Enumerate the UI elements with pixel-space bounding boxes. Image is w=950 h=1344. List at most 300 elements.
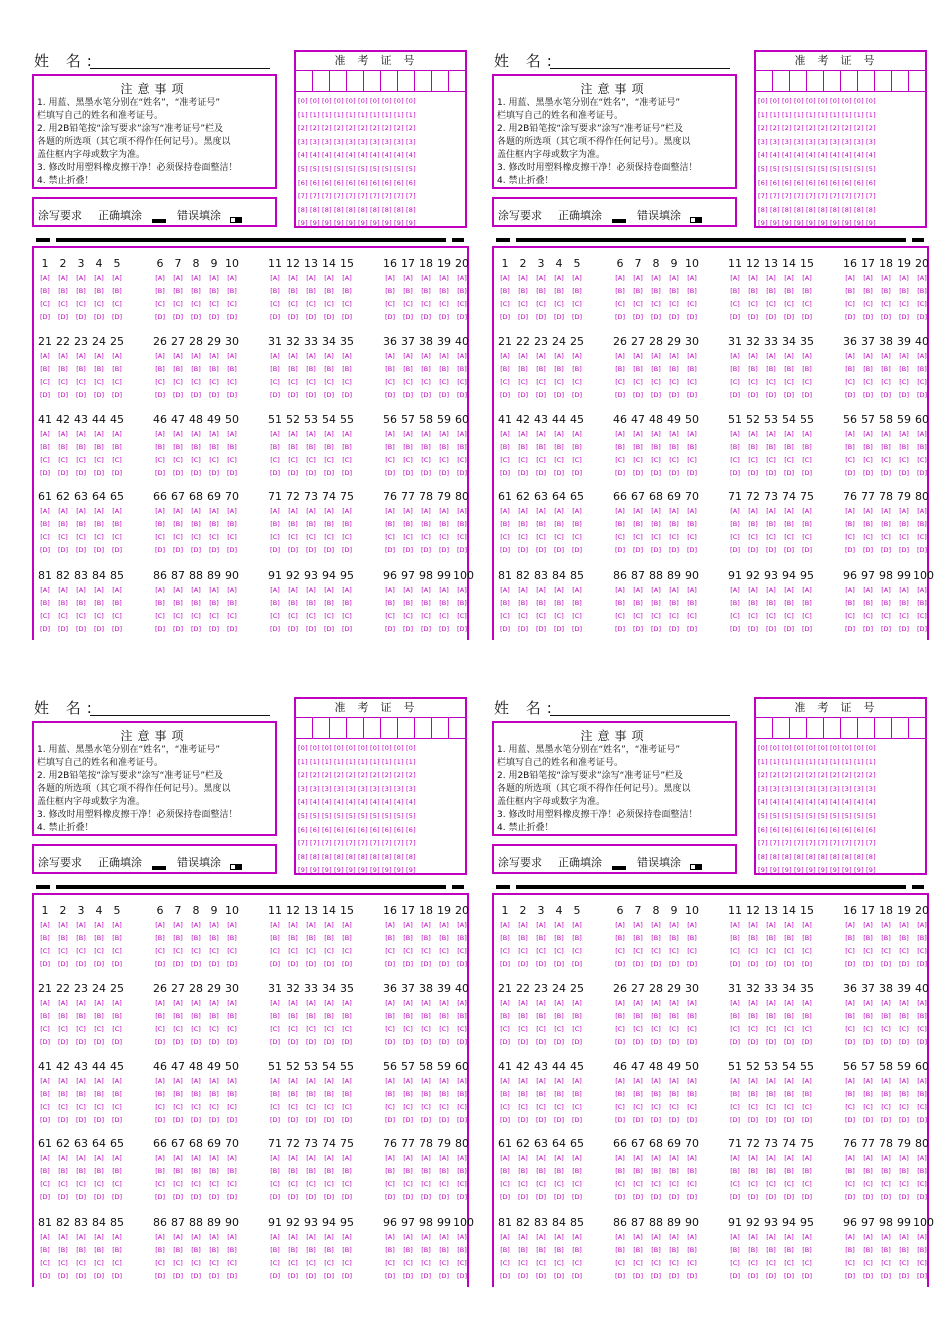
answer-bubble[interactable]: [D] (801, 1272, 813, 1280)
answer-bubble[interactable]: [A] (270, 274, 280, 282)
exam-id-bubble[interactable]: [2] (346, 771, 356, 780)
answer-bubble[interactable]: [B] (58, 287, 68, 295)
answer-bubble[interactable]: [B] (439, 1012, 449, 1020)
answer-bubble[interactable]: [C] (209, 612, 219, 620)
answer-bubble[interactable]: [D] (650, 1116, 662, 1124)
answer-bubble[interactable]: [C] (342, 1259, 352, 1267)
answer-bubble[interactable]: [C] (421, 1103, 431, 1111)
answer-bubble[interactable]: [B] (306, 934, 316, 942)
answer-bubble[interactable]: [A] (58, 1077, 68, 1085)
answer-bubble[interactable]: [C] (881, 612, 891, 620)
answer-bubble[interactable]: [D] (632, 469, 644, 477)
answer-bubble[interactable]: [D] (154, 546, 166, 554)
answer-bubble[interactable]: [C] (633, 300, 643, 308)
answer-bubble[interactable]: [B] (633, 599, 643, 607)
answer-bubble[interactable]: [B] (306, 520, 316, 528)
exam-id-cell[interactable] (824, 71, 841, 91)
answer-bubble[interactable]: [B] (554, 287, 564, 295)
answer-bubble[interactable]: [C] (500, 456, 510, 464)
answer-bubble[interactable]: [B] (784, 443, 794, 451)
answer-bubble[interactable]: [C] (155, 1103, 165, 1111)
answer-bubble[interactable]: [A] (306, 999, 316, 1007)
answer-bubble[interactable]: [D] (553, 546, 565, 554)
answer-bubble[interactable]: [B] (651, 365, 661, 373)
exam-id-bubble[interactable]: [8] (806, 852, 816, 861)
answer-bubble[interactable]: [C] (881, 456, 891, 464)
answer-bubble[interactable]: [D] (729, 1038, 741, 1046)
answer-bubble[interactable]: [C] (227, 1180, 237, 1188)
exam-id-bubble[interactable]: [8] (770, 205, 780, 214)
answer-bubble[interactable]: [D] (57, 1116, 69, 1124)
answer-bubble[interactable]: [B] (209, 934, 219, 942)
exam-id-bubble[interactable]: [9] (346, 866, 356, 875)
answer-bubble[interactable]: [D] (269, 546, 281, 554)
answer-bubble[interactable]: [D] (783, 1193, 795, 1201)
answer-bubble[interactable]: [A] (633, 921, 643, 929)
answer-bubble[interactable]: [D] (75, 313, 87, 321)
answer-bubble[interactable]: [B] (500, 934, 510, 942)
answer-bubble[interactable]: [D] (862, 1272, 874, 1280)
answer-bubble[interactable]: [D] (172, 1272, 184, 1280)
answer-bubble[interactable]: [B] (500, 1012, 510, 1020)
answer-bubble[interactable]: [D] (499, 313, 511, 321)
answer-bubble[interactable]: [C] (500, 533, 510, 541)
exam-id-bubble[interactable]: [7] (382, 192, 392, 201)
answer-bubble[interactable]: [C] (845, 300, 855, 308)
answer-bubble[interactable]: [B] (342, 1090, 352, 1098)
answer-bubble[interactable]: [D] (287, 1193, 299, 1201)
exam-id-bubble[interactable]: [7] (830, 839, 840, 848)
answer-bubble[interactable]: [C] (227, 1025, 237, 1033)
answer-bubble[interactable]: [D] (801, 1116, 813, 1124)
answer-bubble[interactable]: [A] (748, 352, 758, 360)
exam-id-bubble[interactable]: [5] (406, 164, 416, 173)
answer-bubble[interactable]: [B] (615, 287, 625, 295)
answer-bubble[interactable]: [C] (324, 456, 334, 464)
answer-bubble[interactable]: [D] (111, 546, 123, 554)
answer-bubble[interactable]: [A] (845, 1077, 855, 1085)
exam-id-bubble[interactable]: [3] (370, 137, 380, 146)
answer-bubble[interactable]: [A] (651, 507, 661, 515)
exam-id-bubble[interactable]: [2] (370, 771, 380, 780)
answer-bubble[interactable]: [C] (572, 947, 582, 955)
answer-bubble[interactable]: [A] (457, 586, 467, 594)
exam-id-cell[interactable] (449, 71, 465, 91)
answer-bubble[interactable]: [D] (57, 546, 69, 554)
exam-id-bubble[interactable]: [2] (782, 124, 792, 133)
answer-bubble[interactable]: [A] (191, 1154, 201, 1162)
exam-id-bubble[interactable]: [6] (382, 825, 392, 834)
answer-bubble[interactable]: [C] (518, 533, 528, 541)
exam-id-cell[interactable] (398, 71, 415, 91)
answer-bubble[interactable]: [B] (748, 1167, 758, 1175)
exam-id-bubble[interactable]: [7] (322, 839, 332, 848)
answer-bubble[interactable]: [A] (385, 274, 395, 282)
answer-bubble[interactable]: [A] (802, 274, 812, 282)
exam-id-bubble[interactable]: [2] (782, 771, 792, 780)
answer-bubble[interactable]: [C] (112, 1103, 122, 1111)
answer-bubble[interactable]: [D] (668, 625, 680, 633)
answer-bubble[interactable]: [D] (305, 469, 317, 477)
answer-bubble[interactable]: [A] (536, 1154, 546, 1162)
answer-bubble[interactable]: [B] (748, 1090, 758, 1098)
answer-bubble[interactable]: [B] (324, 1012, 334, 1020)
answer-bubble[interactable]: [A] (191, 1233, 201, 1241)
answer-bubble[interactable]: [A] (687, 507, 697, 515)
exam-id-bubble[interactable]: [4] (782, 151, 792, 160)
exam-id-bubble[interactable]: [0] (310, 97, 320, 105)
answer-bubble[interactable]: [B] (457, 1246, 467, 1254)
exam-id-bubble[interactable]: [2] (842, 124, 852, 133)
answer-bubble[interactable]: [D] (39, 1193, 51, 1201)
answer-bubble[interactable]: [B] (554, 1167, 564, 1175)
answer-bubble[interactable]: [D] (172, 391, 184, 399)
answer-bubble[interactable]: [D] (535, 625, 547, 633)
exam-id-bubble[interactable]: [9] (394, 219, 404, 228)
answer-bubble[interactable]: [C] (227, 300, 237, 308)
answer-bubble[interactable]: [B] (554, 934, 564, 942)
answer-bubble[interactable]: [D] (765, 960, 777, 968)
answer-bubble[interactable]: [B] (784, 1090, 794, 1098)
answer-bubble[interactable]: [B] (342, 520, 352, 528)
answer-bubble[interactable]: [A] (572, 507, 582, 515)
answer-bubble[interactable]: [C] (227, 612, 237, 620)
answer-bubble[interactable]: [A] (802, 430, 812, 438)
answer-bubble[interactable]: [C] (155, 1025, 165, 1033)
answer-bubble[interactable]: [D] (420, 469, 432, 477)
answer-bubble[interactable]: [A] (385, 999, 395, 1007)
answer-bubble[interactable]: [D] (420, 1116, 432, 1124)
answer-bubble[interactable]: [B] (518, 287, 528, 295)
answer-bubble[interactable]: [A] (863, 352, 873, 360)
answer-bubble[interactable]: [A] (40, 1154, 50, 1162)
exam-id-bubble[interactable]: [8] (406, 852, 416, 861)
exam-id-bubble[interactable]: [3] (770, 784, 780, 793)
answer-bubble[interactable]: [C] (766, 456, 776, 464)
answer-bubble[interactable]: [D] (402, 1193, 414, 1201)
answer-bubble[interactable]: [B] (518, 365, 528, 373)
answer-bubble[interactable]: [D] (729, 391, 741, 399)
answer-bubble[interactable]: [A] (784, 586, 794, 594)
answer-bubble[interactable]: [D] (269, 1193, 281, 1201)
answer-bubble[interactable]: [D] (269, 1116, 281, 1124)
answer-bubble[interactable]: [A] (500, 507, 510, 515)
answer-bubble[interactable]: [A] (342, 1154, 352, 1162)
answer-bubble[interactable]: [D] (686, 313, 698, 321)
answer-bubble[interactable]: [A] (288, 352, 298, 360)
exam-id-bubble[interactable]: [7] (298, 192, 308, 201)
exam-id-bubble[interactable]: [4] (770, 798, 780, 807)
answer-bubble[interactable]: [B] (536, 365, 546, 373)
name-field[interactable] (90, 68, 270, 69)
answer-bubble[interactable]: [B] (94, 1167, 104, 1175)
exam-id-bubble[interactable]: [6] (334, 178, 344, 187)
exam-id-bubble[interactable]: [3] (866, 137, 876, 146)
answer-bubble[interactable]: [B] (572, 1090, 582, 1098)
answer-bubble[interactable]: [B] (439, 287, 449, 295)
answer-bubble[interactable]: [C] (536, 1025, 546, 1033)
answer-bubble[interactable]: [A] (917, 921, 927, 929)
answer-bubble[interactable]: [B] (748, 365, 758, 373)
exam-id-cell[interactable] (756, 71, 773, 91)
exam-id-bubble[interactable]: [3] (382, 137, 392, 146)
exam-id-bubble[interactable]: [2] (322, 771, 332, 780)
answer-bubble[interactable]: [C] (917, 947, 927, 955)
answer-bubble[interactable]: [B] (554, 1090, 564, 1098)
exam-id-bubble[interactable]: [3] (794, 137, 804, 146)
answer-bubble[interactable]: [C] (342, 1103, 352, 1111)
exam-id-bubble[interactable]: [7] (298, 839, 308, 848)
answer-bubble[interactable]: [B] (687, 1167, 697, 1175)
exam-id-bubble[interactable]: [9] (394, 866, 404, 875)
answer-bubble[interactable]: [B] (403, 365, 413, 373)
answer-bubble[interactable]: [B] (863, 1246, 873, 1254)
answer-bubble[interactable]: [D] (287, 1038, 299, 1046)
answer-bubble[interactable]: [C] (536, 1180, 546, 1188)
answer-bubble[interactable]: [A] (76, 507, 86, 515)
answer-bubble[interactable]: [D] (686, 1272, 698, 1280)
answer-bubble[interactable]: [C] (802, 1180, 812, 1188)
answer-bubble[interactable]: [A] (439, 999, 449, 1007)
answer-bubble[interactable]: [B] (403, 599, 413, 607)
answer-bubble[interactable]: [A] (155, 586, 165, 594)
answer-bubble[interactable]: [D] (747, 1272, 759, 1280)
answer-bubble[interactable]: [C] (227, 533, 237, 541)
answer-bubble[interactable]: [D] (499, 625, 511, 633)
answer-bubble[interactable]: [C] (651, 533, 661, 541)
answer-bubble[interactable]: [A] (572, 1077, 582, 1085)
answer-bubble[interactable]: [D] (916, 1272, 928, 1280)
exam-id-bubble[interactable]: [9] (854, 866, 864, 875)
answer-bubble[interactable]: [D] (880, 1193, 892, 1201)
answer-bubble[interactable]: [B] (730, 1167, 740, 1175)
answer-bubble[interactable]: [D] (226, 1272, 238, 1280)
answer-bubble[interactable]: [D] (287, 546, 299, 554)
exam-id-bubble[interactable]: [6] (370, 825, 380, 834)
answer-bubble[interactable]: [C] (76, 947, 86, 955)
exam-id-bubble[interactable]: [8] (854, 852, 864, 861)
answer-bubble[interactable]: [C] (94, 1259, 104, 1267)
exam-id-cell[interactable] (875, 71, 892, 91)
answer-bubble[interactable]: [B] (917, 1090, 927, 1098)
answer-bubble[interactable]: [B] (802, 934, 812, 942)
answer-bubble[interactable]: [C] (403, 1025, 413, 1033)
exam-id-bubble[interactable]: [8] (298, 205, 308, 214)
answer-bubble[interactable]: [B] (439, 365, 449, 373)
answer-bubble[interactable]: [B] (687, 520, 697, 528)
answer-bubble[interactable]: [D] (844, 313, 856, 321)
answer-bubble[interactable]: [D] (862, 391, 874, 399)
answer-bubble[interactable]: [A] (881, 1077, 891, 1085)
answer-bubble[interactable]: [C] (730, 947, 740, 955)
answer-bubble[interactable]: [A] (917, 1154, 927, 1162)
answer-bubble[interactable]: [D] (208, 625, 220, 633)
answer-bubble[interactable]: [D] (916, 546, 928, 554)
answer-bubble[interactable]: [C] (58, 300, 68, 308)
answer-bubble[interactable]: [B] (863, 1090, 873, 1098)
answer-bubble[interactable]: [A] (270, 586, 280, 594)
answer-bubble[interactable]: [C] (209, 947, 219, 955)
exam-id-bubble[interactable]: [1] (298, 110, 308, 119)
answer-bubble[interactable]: [C] (784, 1025, 794, 1033)
answer-bubble[interactable]: [C] (554, 533, 564, 541)
exam-id-bubble[interactable]: [5] (382, 811, 392, 820)
answer-bubble[interactable]: [D] (898, 625, 910, 633)
answer-bubble[interactable]: [A] (784, 1077, 794, 1085)
answer-bubble[interactable]: [A] (40, 430, 50, 438)
answer-bubble[interactable]: [A] (421, 1233, 431, 1241)
answer-bubble[interactable]: [A] (191, 430, 201, 438)
answer-bubble[interactable]: [B] (342, 1167, 352, 1175)
answer-bubble[interactable]: [C] (687, 456, 697, 464)
answer-bubble[interactable]: [B] (421, 1167, 431, 1175)
answer-bubble[interactable]: [A] (917, 352, 927, 360)
exam-id-bubble[interactable]: [3] (406, 137, 416, 146)
answer-bubble[interactable]: [D] (517, 546, 529, 554)
answer-bubble[interactable]: [A] (500, 274, 510, 282)
answer-bubble[interactable]: [C] (439, 378, 449, 386)
exam-id-bubble[interactable]: [8] (334, 205, 344, 214)
answer-bubble[interactable]: [D] (287, 1116, 299, 1124)
answer-bubble[interactable]: [C] (342, 947, 352, 955)
answer-bubble[interactable]: [C] (191, 456, 201, 464)
answer-bubble[interactable]: [A] (191, 999, 201, 1007)
exam-id-bubble[interactable]: [6] (394, 825, 404, 834)
answer-bubble[interactable]: [D] (305, 546, 317, 554)
exam-id-bubble[interactable]: [0] (794, 744, 804, 752)
answer-bubble[interactable]: [B] (421, 365, 431, 373)
exam-id-bubble[interactable]: [4] (830, 151, 840, 160)
answer-bubble[interactable]: [B] (209, 1090, 219, 1098)
exam-id-bubble[interactable]: [7] (866, 839, 876, 848)
exam-id-bubble[interactable]: [5] (866, 811, 876, 820)
answer-bubble[interactable]: [C] (191, 533, 201, 541)
exam-id-bubble[interactable]: [3] (866, 784, 876, 793)
answer-bubble[interactable]: [C] (421, 300, 431, 308)
answer-bubble[interactable]: [C] (40, 1180, 50, 1188)
answer-bubble[interactable]: [C] (439, 1180, 449, 1188)
answer-bubble[interactable]: [A] (209, 1233, 219, 1241)
exam-id-bubble[interactable]: [6] (310, 825, 320, 834)
exam-id-bubble[interactable]: [5] (758, 811, 768, 820)
answer-bubble[interactable]: [B] (209, 443, 219, 451)
exam-id-bubble[interactable]: [1] (370, 110, 380, 119)
answer-bubble[interactable]: [A] (730, 999, 740, 1007)
answer-bubble[interactable]: [B] (324, 1167, 334, 1175)
answer-bubble[interactable]: [B] (227, 599, 237, 607)
answer-bubble[interactable]: [B] (615, 1090, 625, 1098)
answer-bubble[interactable]: [B] (421, 1246, 431, 1254)
answer-bubble[interactable]: [C] (917, 533, 927, 541)
answer-bubble[interactable]: [D] (341, 313, 353, 321)
answer-bubble[interactable]: [A] (94, 999, 104, 1007)
exam-id-bubble[interactable]: [5] (758, 164, 768, 173)
answer-bubble[interactable]: [A] (209, 921, 219, 929)
answer-bubble[interactable]: [B] (270, 934, 280, 942)
answer-bubble[interactable]: [B] (554, 365, 564, 373)
exam-id-cell[interactable] (858, 71, 875, 91)
answer-bubble[interactable]: [D] (93, 546, 105, 554)
exam-id-bubble[interactable]: [2] (842, 771, 852, 780)
answer-bubble[interactable]: [B] (554, 520, 564, 528)
answer-bubble[interactable]: [B] (155, 443, 165, 451)
exam-id-bubble[interactable]: [5] (770, 164, 780, 173)
answer-bubble[interactable]: [D] (553, 1193, 565, 1201)
answer-bubble[interactable]: [A] (687, 1154, 697, 1162)
answer-bubble[interactable]: [B] (730, 443, 740, 451)
answer-bubble[interactable]: [B] (518, 520, 528, 528)
answer-bubble[interactable]: [A] (288, 921, 298, 929)
answer-bubble[interactable]: [A] (421, 507, 431, 515)
answer-bubble[interactable]: [C] (572, 612, 582, 620)
answer-bubble[interactable]: [A] (784, 352, 794, 360)
exam-id-bubble[interactable]: [7] (842, 192, 852, 201)
answer-bubble[interactable]: [A] (899, 274, 909, 282)
answer-bubble[interactable]: [B] (687, 1246, 697, 1254)
answer-bubble[interactable]: [C] (112, 612, 122, 620)
exam-id-bubble[interactable]: [2] (358, 771, 368, 780)
answer-bubble[interactable]: [C] (687, 1025, 697, 1033)
answer-bubble[interactable]: [B] (457, 520, 467, 528)
answer-bubble[interactable]: [B] (572, 1246, 582, 1254)
answer-bubble[interactable]: [B] (633, 1167, 643, 1175)
answer-bubble[interactable]: [B] (748, 1246, 758, 1254)
answer-bubble[interactable]: [A] (802, 586, 812, 594)
exam-id-bubble[interactable]: [9] (298, 866, 308, 875)
answer-bubble[interactable]: [C] (324, 612, 334, 620)
answer-bubble[interactable]: [B] (633, 443, 643, 451)
answer-bubble[interactable]: [C] (227, 1103, 237, 1111)
answer-bubble[interactable]: [B] (766, 520, 776, 528)
exam-id-bubble[interactable]: [1] (758, 110, 768, 119)
answer-bubble[interactable]: [A] (784, 430, 794, 438)
answer-bubble[interactable]: [B] (112, 1090, 122, 1098)
exam-id-bubble[interactable]: [7] (854, 839, 864, 848)
answer-bubble[interactable]: [A] (669, 586, 679, 594)
exam-id-bubble[interactable]: [9] (406, 219, 416, 228)
exam-id-bubble[interactable]: [5] (358, 164, 368, 173)
answer-bubble[interactable]: [D] (686, 391, 698, 399)
exam-id-bubble[interactable]: [1] (770, 110, 780, 119)
answer-bubble[interactable]: [A] (324, 921, 334, 929)
answer-bubble[interactable]: [C] (457, 456, 467, 464)
exam-id-bubble[interactable]: [4] (782, 798, 792, 807)
exam-id-bubble[interactable]: [1] (406, 110, 416, 119)
answer-bubble[interactable]: [D] (402, 546, 414, 554)
answer-bubble[interactable]: [B] (845, 520, 855, 528)
answer-bubble[interactable]: [C] (518, 378, 528, 386)
exam-id-bubble[interactable]: [9] (854, 219, 864, 228)
exam-id-cell[interactable] (824, 718, 841, 738)
answer-bubble[interactable]: [A] (669, 274, 679, 282)
answer-bubble[interactable]: [A] (784, 274, 794, 282)
exam-id-bubble[interactable]: [6] (866, 178, 876, 187)
exam-id-bubble[interactable]: [7] (758, 839, 768, 848)
exam-id-bubble[interactable]: [9] (794, 219, 804, 228)
exam-id-bubble[interactable]: [8] (866, 852, 876, 861)
exam-id-bubble[interactable]: [3] (806, 137, 816, 146)
answer-bubble[interactable]: [C] (306, 1103, 316, 1111)
answer-bubble[interactable]: [C] (191, 1259, 201, 1267)
answer-bubble[interactable]: [D] (438, 1272, 450, 1280)
answer-bubble[interactable]: [B] (40, 287, 50, 295)
answer-bubble[interactable]: [B] (651, 599, 661, 607)
answer-bubble[interactable]: [C] (651, 1180, 661, 1188)
answer-bubble[interactable]: [A] (342, 1077, 352, 1085)
answer-bubble[interactable]: [C] (651, 612, 661, 620)
answer-bubble[interactable]: [A] (536, 921, 546, 929)
answer-bubble[interactable]: [A] (845, 274, 855, 282)
